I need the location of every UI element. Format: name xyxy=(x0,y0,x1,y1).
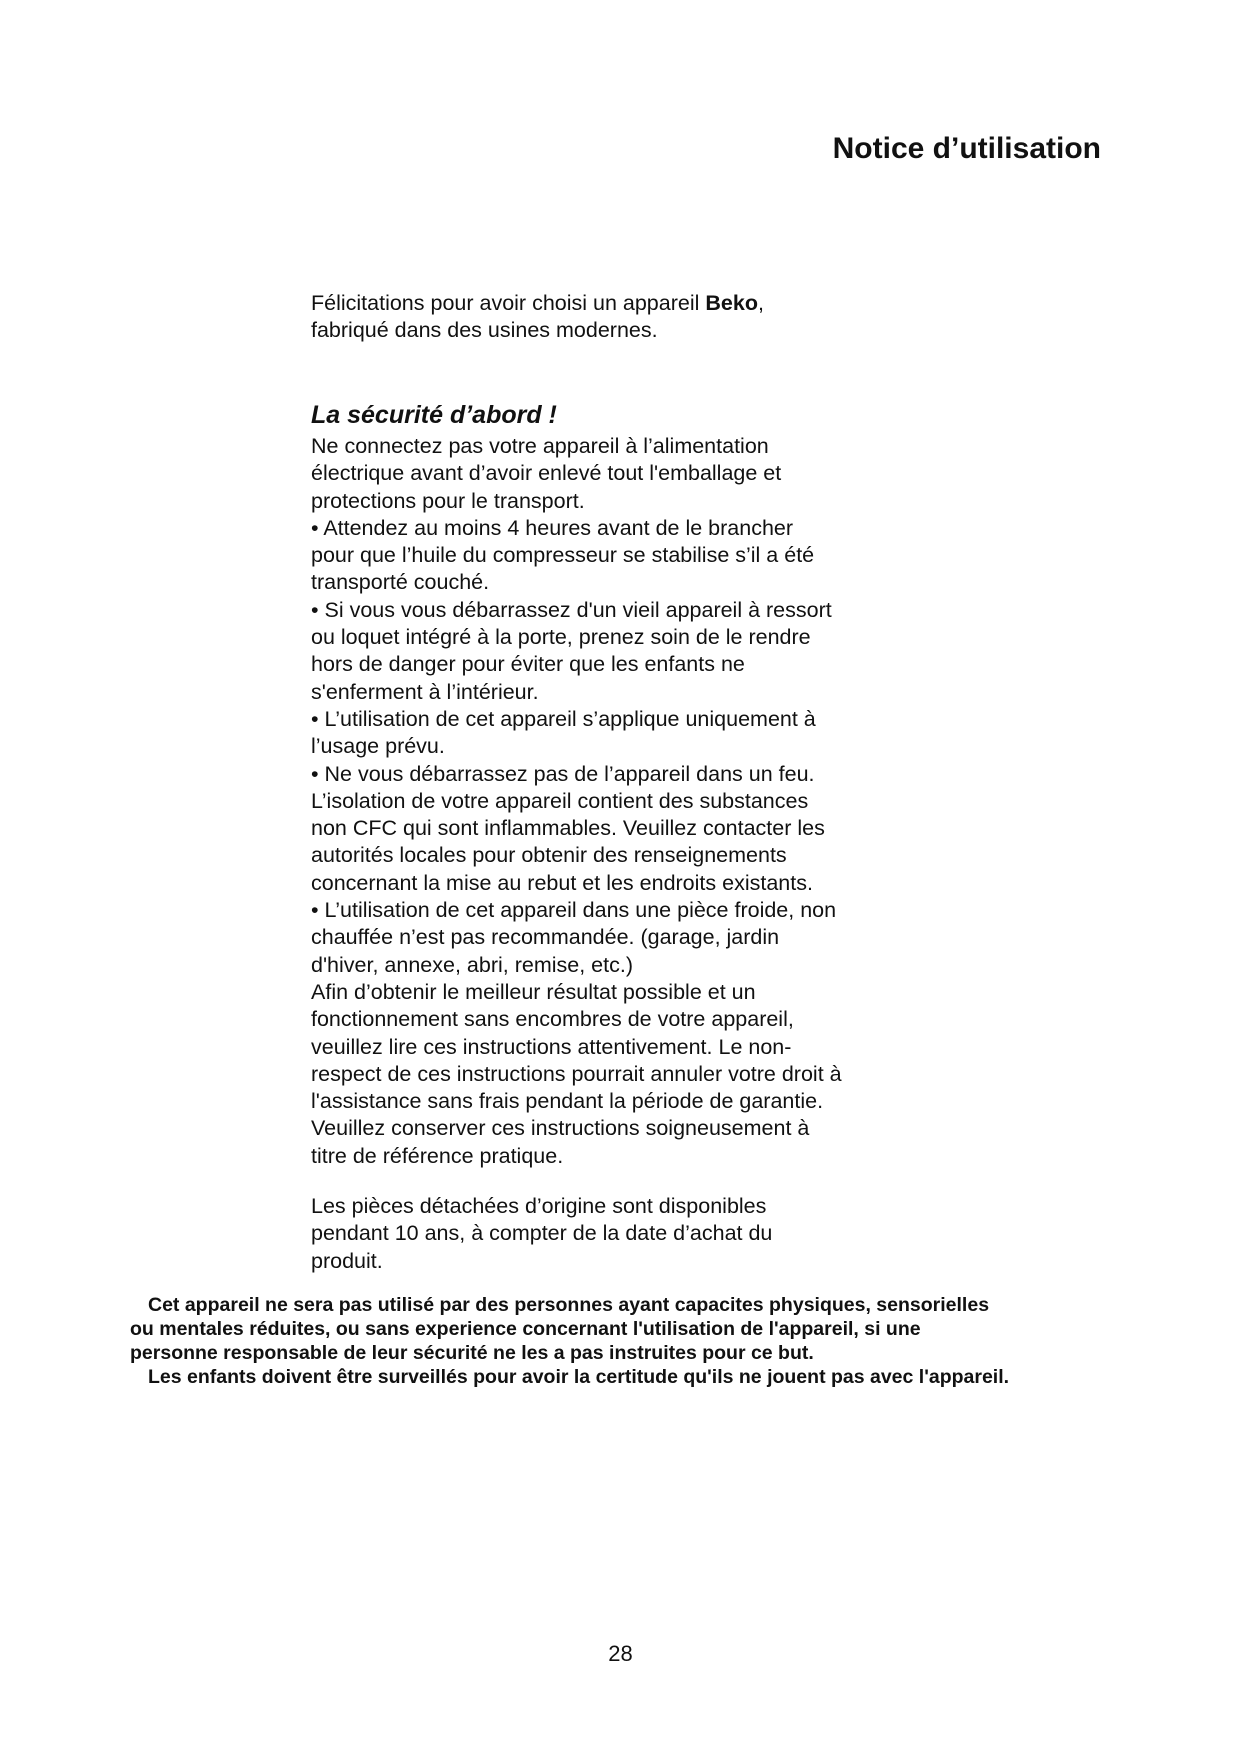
safety-line: autorités locales pour obtenir des renseignements xyxy=(311,843,787,868)
safety-line: L’isolation de votre appareil contient des substances xyxy=(311,788,809,813)
warning-line: Cet appareil ne sera pas utilisé par des personnes ayant capacites physiques, sensorielles xyxy=(148,1294,990,1316)
safety-line: fonctionnement sans encombres de votre appareil, xyxy=(311,1007,794,1032)
safety-line: d'hiver, annexe, abri, remise, etc.) xyxy=(311,952,633,977)
safety-line: • Attendez au moins 4 heures avant de le brancher xyxy=(311,515,794,540)
intro-line: fabriqué dans des usines modernes. xyxy=(311,318,658,343)
safety-line: Veuillez conserver ces instructions soigneusement à xyxy=(311,1116,810,1141)
safety-line: • L’utilisation de cet appareil dans une pièce froide, non xyxy=(311,898,837,923)
intro-text: Félicitations pour avoir choisi un appareil xyxy=(311,291,706,315)
safety-line: s'enferment à l’intérieur. xyxy=(311,679,539,704)
safety-line: Ne connectez pas votre appareil à l’alimentation xyxy=(311,434,769,458)
safety-line: titre de référence pratique. xyxy=(311,1143,564,1168)
safety-line: • L’utilisation de cet appareil s’applique uniquement à xyxy=(311,706,816,731)
page-number: 28 xyxy=(608,1641,633,1666)
safety-line: chauffée n’est pas recommandée. (garage, jardin xyxy=(311,925,780,950)
safety-line: protections pour le transport. xyxy=(311,488,585,513)
warning-line: personne responsable de leur sécurité ne les a pas instruites pour ce but. xyxy=(130,1342,814,1364)
spare-parts-paragraph xyxy=(311,1193,901,1275)
spare-parts-line: Les pièces détachées d’origine sont disponibles xyxy=(311,1194,767,1218)
page-title: Notice d’utilisation xyxy=(832,132,1101,165)
intro-line xyxy=(311,290,901,317)
safety-line: veuillez lire ces instructions attentivement. Le non- xyxy=(311,1034,792,1059)
safety-line: concernant la mise au rebut et les endroits existants. xyxy=(311,870,813,895)
intro-punctuation: , xyxy=(757,291,764,315)
spare-parts-line: produit. xyxy=(311,1248,383,1273)
children-warning xyxy=(130,1293,1120,1389)
safety-text xyxy=(311,433,901,1170)
spare-parts-line: pendant 10 ans, à compter de la date d’achat du xyxy=(311,1221,773,1246)
safety-line: l'assistance sans frais pendant la période de garantie. xyxy=(311,1089,824,1114)
safety-line: l’usage prévu. xyxy=(311,734,445,759)
safety-line: hors de danger pour éviter que les enfants ne xyxy=(311,652,745,677)
safety-line: • Si vous vous débarrassez d'un vieil appareil à ressort xyxy=(311,597,832,622)
safety-line: pour que l’huile du compresseur se stabilise s’il a été xyxy=(311,543,815,568)
safety-line: Afin d’obtenir le meilleur résultat possible et un xyxy=(311,979,756,1004)
safety-line: • Ne vous débarrassez pas de l’appareil dans un feu. xyxy=(311,761,815,786)
safety-line: non CFC qui sont inflammables. Veuillez contacter les xyxy=(311,816,825,841)
brand-name: Beko xyxy=(705,291,758,315)
safety-line: transporté couché. xyxy=(311,570,490,595)
safety-line: ou loquet intégré à la porte, prenez soin de le rendre xyxy=(311,625,811,650)
safety-heading: La sécurité d’abord ! xyxy=(311,401,557,429)
warning-line: ou mentales réduites, ou sans experience concernant l'utilisation de l'appareil, si une xyxy=(130,1318,921,1340)
safety-line: électrique avant d’avoir enlevé tout l'emballage et xyxy=(311,461,782,486)
safety-line: respect de ces instructions pourrait annuler votre droit à xyxy=(311,1061,842,1086)
safety-section xyxy=(311,399,901,1170)
warning-line: Les enfants doivent être surveillés pour avoir la certitude qu'ils ne jouent pas avec l'appareil. xyxy=(148,1366,1010,1388)
intro-paragraph xyxy=(311,290,901,345)
